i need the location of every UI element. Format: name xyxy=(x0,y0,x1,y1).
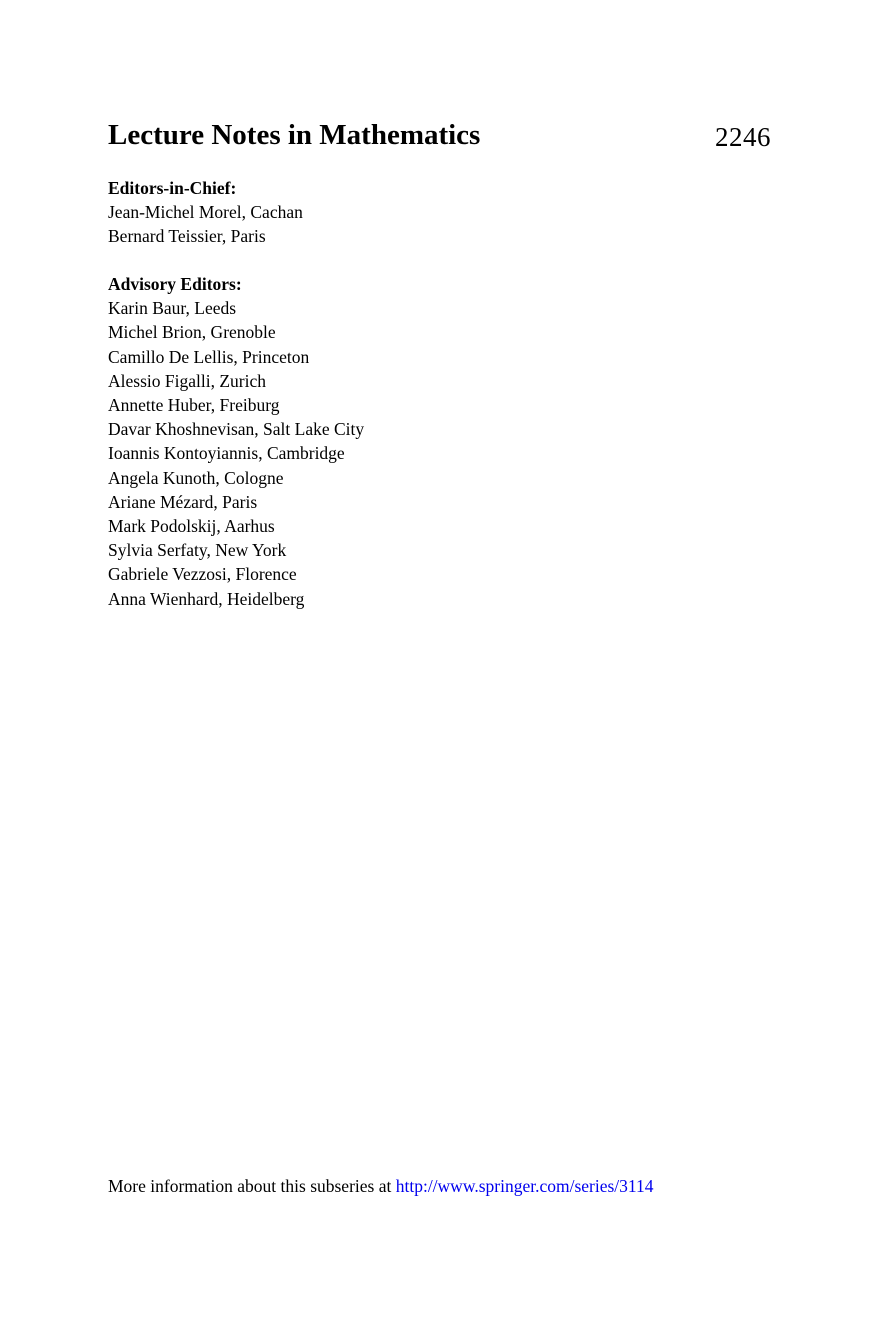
volume-number: 2246 xyxy=(715,122,771,152)
advisory-editors-list xyxy=(108,296,364,611)
editors-in-chief-list xyxy=(108,200,303,248)
advisory-editor-entry: Sylvia Serfaty, New York xyxy=(108,540,287,561)
advisory-editor-entry: Michel Brion, Grenoble xyxy=(108,322,276,343)
advisory-editor-entry: Alessio Figalli, Zurich xyxy=(108,370,266,391)
advisory-editor-entry: Mark Podolskij, Aarhus xyxy=(108,516,275,537)
editor-in-chief-entry: Jean-Michel Morel, Cachan xyxy=(108,202,303,223)
series-link[interactable]: http://www.springer.com/series/3114 xyxy=(395,1176,654,1196)
advisory-editor-entry: Ariane Mézard, Paris xyxy=(108,491,258,512)
editor-in-chief-entry: Bernard Teissier, Paris xyxy=(108,226,266,247)
editors-in-chief-section xyxy=(108,176,303,249)
advisory-editor-entry: Ioannis Kontoyiannis, Cambridge xyxy=(108,443,345,464)
editors-in-chief-heading: Editors-in-Chief: xyxy=(108,178,237,198)
more-info-line xyxy=(108,1174,654,1198)
advisory-editor-entry: Angela Kunoth, Cologne xyxy=(108,467,284,488)
advisory-editor-entry: Gabriele Vezzosi, Florence xyxy=(108,564,297,585)
advisory-editor-entry: Anna Wienhard, Heidelberg xyxy=(108,588,305,609)
advisory-editor-entry: Camillo De Lellis, Princeton xyxy=(108,346,310,367)
advisory-editor-entry: Davar Khoshnevisan, Salt Lake City xyxy=(108,419,365,440)
more-info-text: More information about this subseries at xyxy=(108,1176,396,1196)
advisory-editor-entry: Annette Huber, Freiburg xyxy=(108,395,280,416)
advisory-editors-section xyxy=(108,272,364,611)
advisory-editor-entry: Karin Baur, Leeds xyxy=(108,298,237,319)
series-title: Lecture Notes in Mathematics xyxy=(108,119,481,151)
advisory-editors-heading: Advisory Editors: xyxy=(108,274,242,294)
